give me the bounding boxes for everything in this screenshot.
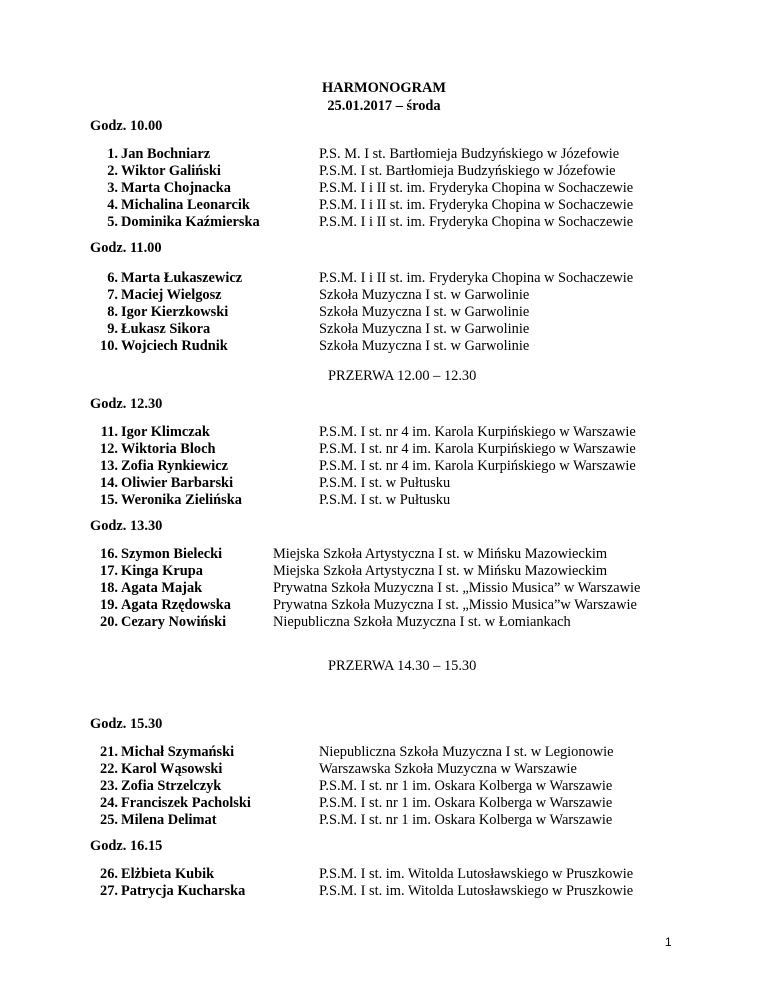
participant-name: Wiktoria Bloch: [121, 441, 216, 457]
school-name: P.S.M. I st. nr 4 im. Karola Kurpińskiego w Warszawie: [319, 441, 636, 457]
participant-name: Marta Chojnacka: [121, 180, 231, 196]
school-name: P.S.M. I i II st. im. Fryderyka Chopina w Sochaczewie: [319, 214, 634, 230]
participant-name: Weronika Zielińska: [121, 492, 242, 508]
participant-name: Cezary Nowiński: [121, 614, 227, 630]
school-name: P.S.M. I st. nr 1 im. Oskara Kolberga w Warszawie: [319, 795, 613, 811]
participant-name: Elżbieta Kubik: [121, 866, 215, 882]
time-heading: Godz. 15.30: [90, 716, 163, 732]
school-name: P.S.M. I i II st. im. Fryderyka Chopina w Sochaczewie: [319, 197, 634, 213]
participant-name: Kinga Krupa: [121, 563, 203, 579]
participant-name: Igor Klimczak: [121, 424, 210, 440]
entry-number: 24.: [100, 795, 118, 811]
entry-number: 4.: [107, 197, 118, 213]
document-title: HARMONOGRAM: [322, 80, 446, 96]
participant-name: Karol Wąsowski: [121, 761, 223, 777]
participant-name: Oliwier Barbarski: [121, 475, 234, 491]
entry-number: 1.: [107, 146, 118, 162]
school-name: P.S.M. I i II st. im. Fryderyka Chopina w Sochaczewie: [319, 180, 634, 196]
school-name: Miejska Szkoła Artystyczna I st. w Mińsku Mazowieckim: [273, 563, 608, 579]
entry-number: 16.: [100, 546, 118, 562]
time-heading: Godz. 11.00: [90, 240, 162, 256]
school-name: P.S.M. I st. nr 1 im. Oskara Kolberga w Warszawie: [319, 778, 613, 794]
participant-name: Marta Łukaszewicz: [121, 270, 243, 286]
school-name: P.S.M. I st. im. Witolda Lutosławskiego w Pruszkowie: [319, 883, 634, 899]
entry-number: 14.: [100, 475, 118, 491]
break-label: PRZERWA 14.30 – 15.30: [328, 658, 477, 674]
time-heading: Godz. 12.30: [90, 396, 163, 412]
school-name: Miejska Szkoła Artystyczna I st. w Mińsku Mazowieckim: [273, 546, 608, 562]
participant-name: Szymon Bielecki: [121, 546, 223, 562]
entry-number: 15.: [100, 492, 118, 508]
document-subtitle: 25.01.2017 – środa: [327, 98, 441, 114]
school-name: Prywatna Szkoła Muzyczna I st. „Missio Musica”w Warszawie: [273, 597, 637, 613]
entry-number: 23.: [100, 778, 118, 794]
entry-number: 25.: [100, 812, 118, 828]
participant-name: Michalina Leonarcik: [121, 197, 250, 213]
entry-number: 26.: [100, 866, 118, 882]
participant-name: Zofia Rynkiewicz: [121, 458, 229, 474]
page-number: 1: [665, 935, 672, 949]
school-name: P.S.M. I st. nr 1 im. Oskara Kolberga w Warszawie: [319, 812, 613, 828]
participant-name: Łukasz Sikora: [121, 321, 211, 337]
school-name: Szkoła Muzyczna I st. w Garwolinie: [319, 321, 530, 337]
school-name: P.S.M. I st. nr 4 im. Karola Kurpińskiego w Warszawie: [319, 424, 636, 440]
school-name: P.S.M. I i II st. im. Fryderyka Chopina w Sochaczewie: [319, 270, 634, 286]
participant-name: Wojciech Rudnik: [121, 338, 228, 354]
entry-number: 5.: [107, 214, 118, 230]
entry-number: 2.: [107, 163, 118, 179]
participant-name: Jan Bochniarz: [121, 146, 211, 162]
school-name: Szkoła Muzyczna I st. w Garwolinie: [319, 304, 530, 320]
time-heading: Godz. 13.30: [90, 518, 163, 534]
participant-name: Zofia Strzelczyk: [121, 778, 222, 794]
school-name: Niepubliczna Szkoła Muzyczna I st. w Legionowie: [319, 744, 614, 760]
school-name: P.S.M. I st. w Pułtusku: [319, 475, 451, 491]
entry-number: 20.: [100, 614, 118, 630]
participant-name: Milena Delimat: [121, 812, 217, 828]
time-heading: Godz. 16.15: [90, 838, 163, 854]
participant-name: Maciej Wielgosz: [121, 287, 222, 303]
school-name: P.S.M. I st. nr 4 im. Karola Kurpińskiego w Warszawie: [319, 458, 636, 474]
school-name: Prywatna Szkoła Muzyczna I st. „Missio Musica” w Warszawie: [273, 580, 641, 596]
entry-number: 22.: [100, 761, 118, 777]
school-name: P.S.M. I st. Bartłomieja Budzyńskiego w Józefowie: [319, 163, 616, 179]
school-name: P.S.M. I st. w Pułtusku: [319, 492, 451, 508]
participant-name: Michał Szymański: [121, 744, 235, 760]
entry-number: 11.: [100, 424, 118, 440]
entry-number: 12.: [100, 441, 118, 457]
participant-name: Agata Rzędowska: [121, 597, 231, 613]
entry-number: 10.: [100, 338, 118, 354]
school-name: P.S. M. I st. Bartłomieja Budzyńskiego w Józefowie: [319, 146, 620, 162]
participant-name: Agata Majak: [121, 580, 203, 596]
entry-number: 21.: [100, 744, 118, 760]
time-heading: Godz. 10.00: [90, 118, 163, 134]
entry-number: 6.: [107, 270, 118, 286]
entry-number: 7.: [107, 287, 118, 303]
school-name: P.S.M. I st. im. Witolda Lutosławskiego w Pruszkowie: [319, 866, 634, 882]
participant-name: Dominika Kaźmierska: [121, 214, 260, 230]
school-name: Szkoła Muzyczna I st. w Garwolinie: [319, 287, 530, 303]
entry-number: 19.: [100, 597, 118, 613]
break-label: PRZERWA 12.00 – 12.30: [328, 368, 477, 384]
entry-number: 18.: [100, 580, 118, 596]
school-name: Warszawska Szkoła Muzyczna w Warszawie: [319, 761, 577, 777]
school-name: Niepubliczna Szkoła Muzyczna I st. w Łomiankach: [273, 614, 571, 630]
entry-number: 27.: [100, 883, 118, 899]
participant-name: Wiktor Galiński: [121, 163, 221, 179]
participant-name: Patrycja Kucharska: [121, 883, 246, 899]
entry-number: 9.: [107, 321, 118, 337]
entry-number: 8.: [107, 304, 118, 320]
participant-name: Igor Kierzkowski: [121, 304, 229, 320]
entry-number: 3.: [107, 180, 118, 196]
entry-number: 13.: [100, 458, 118, 474]
participant-name: Franciszek Pacholski: [121, 795, 251, 811]
entry-number: 17.: [100, 563, 118, 579]
school-name: Szkoła Muzyczna I st. w Garwolinie: [319, 338, 530, 354]
